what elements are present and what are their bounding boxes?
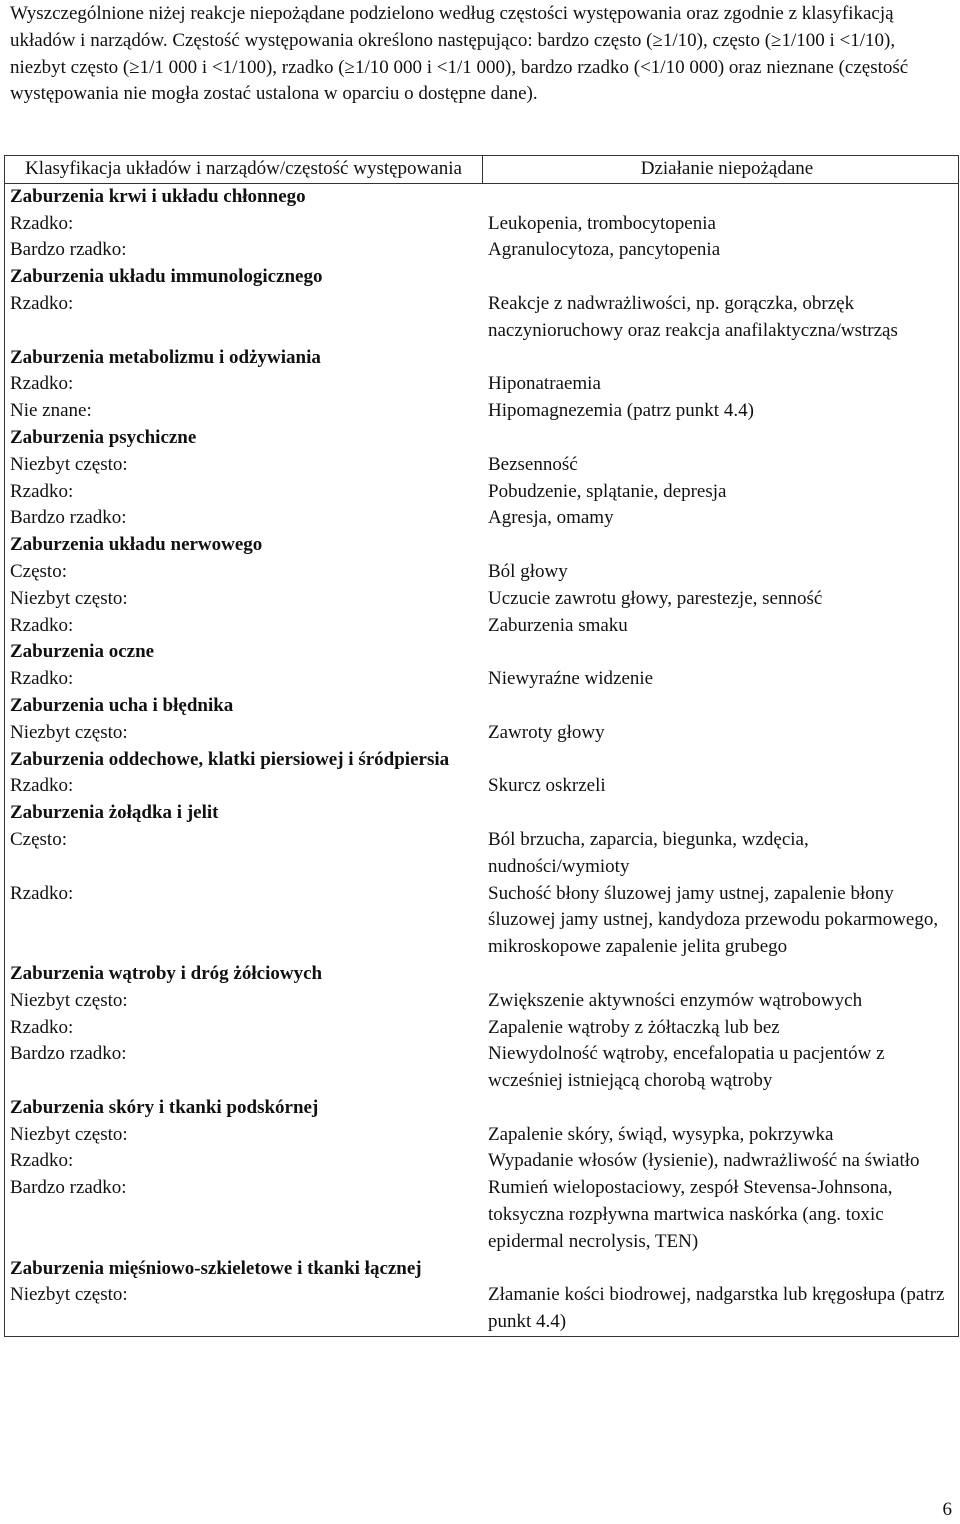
adverse-reaction: Zwiększenie aktywności enzymów wątrobowych	[488, 989, 863, 1011]
table-row	[10, 1041, 953, 1095]
frequency-label: Bardzo rzadko:	[10, 1043, 127, 1065]
adverse-reaction: Wypadanie włosów (łysienie), nadwrażliwość na światło	[488, 1150, 920, 1172]
table-row	[10, 505, 953, 532]
system-organ-class: Zaburzenia metabolizmu i odżywiania	[10, 346, 321, 368]
system-organ-class: Zaburzenia oczne	[10, 641, 155, 663]
page-number: 6	[942, 1499, 952, 1520]
adverse-reaction: Ból głowy	[488, 560, 568, 582]
adverse-reaction: Niewyraźne widzenie	[488, 668, 654, 690]
table-row	[10, 398, 953, 425]
adverse-reaction: Niewydolność wątroby, encefalopatia u pacjentów z wcześniej istniejącą chorobą wątroby	[488, 1043, 885, 1092]
frequency-label: Rzadko:	[10, 1150, 74, 1172]
table-row	[10, 1148, 953, 1175]
intro-paragraph: Wyszczególnione niżej reakcje niepożądane podzielono według częstości występowania oraz zgodnie z klasyfikacją układów i narządów. Częstość występowania określono następująco: bardzo często (≥1/10), często (≥1/100 i <1/10), niezbyt często (≥1/1 000 i <1/100), rzadko (≥1/10 000 i <1/1 000), bardzo rzadko (<1/10 000) oraz nieznane (częstość występowania nie mogła zostać ustalona w oparciu o dostępne dane).	[10, 3, 909, 105]
table-body	[5, 183, 959, 1336]
frequency-label: Bardzo rzadko:	[10, 239, 127, 261]
adverse-reaction: Zawroty głowy	[488, 721, 605, 743]
frequency-label: Rzadko:	[10, 480, 74, 502]
table-row	[10, 1175, 953, 1255]
adverse-reaction: Agranulocytoza, pancytopenia	[488, 239, 721, 261]
adverse-reaction: Uczucie zawrotu głowy, parestezje, senność	[488, 587, 823, 609]
table-body-row	[5, 183, 959, 1336]
table-row	[10, 666, 953, 693]
adverse-reaction: Agresja, omamy	[488, 507, 614, 529]
table-row	[10, 988, 953, 1015]
table-row	[10, 613, 953, 640]
frequency-label: Niezbyt często:	[10, 721, 128, 743]
frequency-label: Rzadko:	[10, 373, 74, 395]
header-adverse-reaction: Działanie niepożądane	[483, 156, 959, 184]
system-organ-class: Zaburzenia żołądka i jelit	[10, 802, 219, 824]
system-organ-class: Zaburzenia skóry i tkanki podskórnej	[10, 1096, 319, 1118]
adverse-reaction: Złamanie kości biodrowej, nadgarstka lub kręgosłupa (patrz punkt 4.4)	[488, 1284, 945, 1333]
frequency-label: Niezbyt często:	[10, 587, 128, 609]
system-organ-class: Zaburzenia ucha i błędnika	[10, 694, 234, 716]
table-row	[10, 211, 953, 238]
system-organ-class: Zaburzenia krwi i układu chłonnego	[10, 185, 306, 207]
frequency-label: Bardzo rzadko:	[10, 507, 127, 529]
system-organ-class: Zaburzenia układu immunologicznego	[10, 266, 323, 288]
table-row	[10, 452, 953, 479]
frequency-label: Rzadko:	[10, 1016, 74, 1038]
frequency-label: Nie znane:	[10, 400, 92, 422]
header-classification: Klasyfikacja układów i narządów/częstość występowania	[5, 156, 483, 184]
table-row	[10, 1015, 953, 1042]
adverse-reaction: Reakcje z nadwrażliwości, np. gorączka, obrzęk naczynioruchowy oraz reakcja anafilaktyczna/wstrząs	[488, 292, 898, 341]
frequency-label: Rzadko:	[10, 775, 74, 797]
frequency-label: Rzadko:	[10, 882, 74, 904]
frequency-label: Rzadko:	[10, 614, 74, 636]
frequency-label: Często:	[10, 560, 67, 582]
table-row	[10, 881, 953, 961]
table-row	[10, 559, 953, 586]
frequency-label: Bardzo rzadko:	[10, 1177, 127, 1199]
table-row	[10, 371, 953, 398]
adverse-reaction: Leukopenia, trombocytopenia	[488, 212, 716, 234]
frequency-label: Rzadko:	[10, 212, 74, 234]
adverse-reaction: Skurcz oskrzeli	[488, 775, 606, 797]
system-organ-class: Zaburzenia układu nerwowego	[10, 534, 263, 556]
table-row	[10, 1282, 953, 1336]
frequency-label: Niezbyt często:	[10, 1284, 128, 1306]
system-organ-class: Zaburzenia oddechowe, klatki piersiowej i śródpiersia	[10, 748, 450, 770]
system-organ-class: Zaburzenia wątroby i dróg żółciowych	[10, 962, 323, 984]
adverse-reaction: Hiponatraemia	[488, 373, 601, 395]
frequency-label: Często:	[10, 828, 67, 850]
adverse-reaction: Bezsenność	[488, 453, 578, 475]
adverse-reaction: Pobudzenie, splątanie, depresja	[488, 480, 727, 502]
table-row	[10, 291, 953, 345]
adverse-reaction: Hipomagnezemia (patrz punkt 4.4)	[488, 400, 754, 422]
table-row	[10, 827, 953, 881]
adverse-reaction: Rumień wielopostaciowy, zespół Stevensa-Johnsona, toksyczna rozpływna martwica naskórka (ang. toxic epidermal necrolysis, TEN)	[488, 1177, 893, 1252]
table-row	[10, 1122, 953, 1149]
adverse-reaction: Suchość błony śluzowej jamy ustnej, zapalenie błony śluzowej jamy ustnej, kandydoza przewodu pokarmowego, mikroskopowe zapalenie jelita grubego	[488, 882, 939, 958]
table-row	[10, 479, 953, 506]
adverse-reactions-table	[4, 155, 959, 1337]
adverse-reaction: Zapalenie skóry, świąd, wysypka, pokrzywka	[488, 1123, 834, 1145]
adverse-reaction: Zaburzenia smaku	[488, 614, 628, 636]
table-row	[10, 720, 953, 747]
table-row	[10, 586, 953, 613]
frequency-label: Rzadko:	[10, 668, 74, 690]
system-organ-class: Zaburzenia psychiczne	[10, 426, 197, 448]
frequency-label: Niezbyt często:	[10, 1123, 128, 1145]
adverse-reaction: Ból brzucha, zaparcia, biegunka, wzdęcia, nudności/wymioty	[488, 828, 809, 877]
frequency-label: Niezbyt często:	[10, 453, 128, 475]
frequency-label: Niezbyt często:	[10, 989, 128, 1011]
adverse-reaction: Zapalenie wątroby z żółtaczką lub bez	[488, 1016, 780, 1038]
table-row	[10, 237, 953, 264]
table-row	[10, 773, 953, 800]
frequency-label: Rzadko:	[10, 292, 74, 314]
system-organ-class: Zaburzenia mięśniowo-szkieletowe i tkanki łącznej	[10, 1257, 422, 1279]
table-header-row	[5, 156, 959, 184]
